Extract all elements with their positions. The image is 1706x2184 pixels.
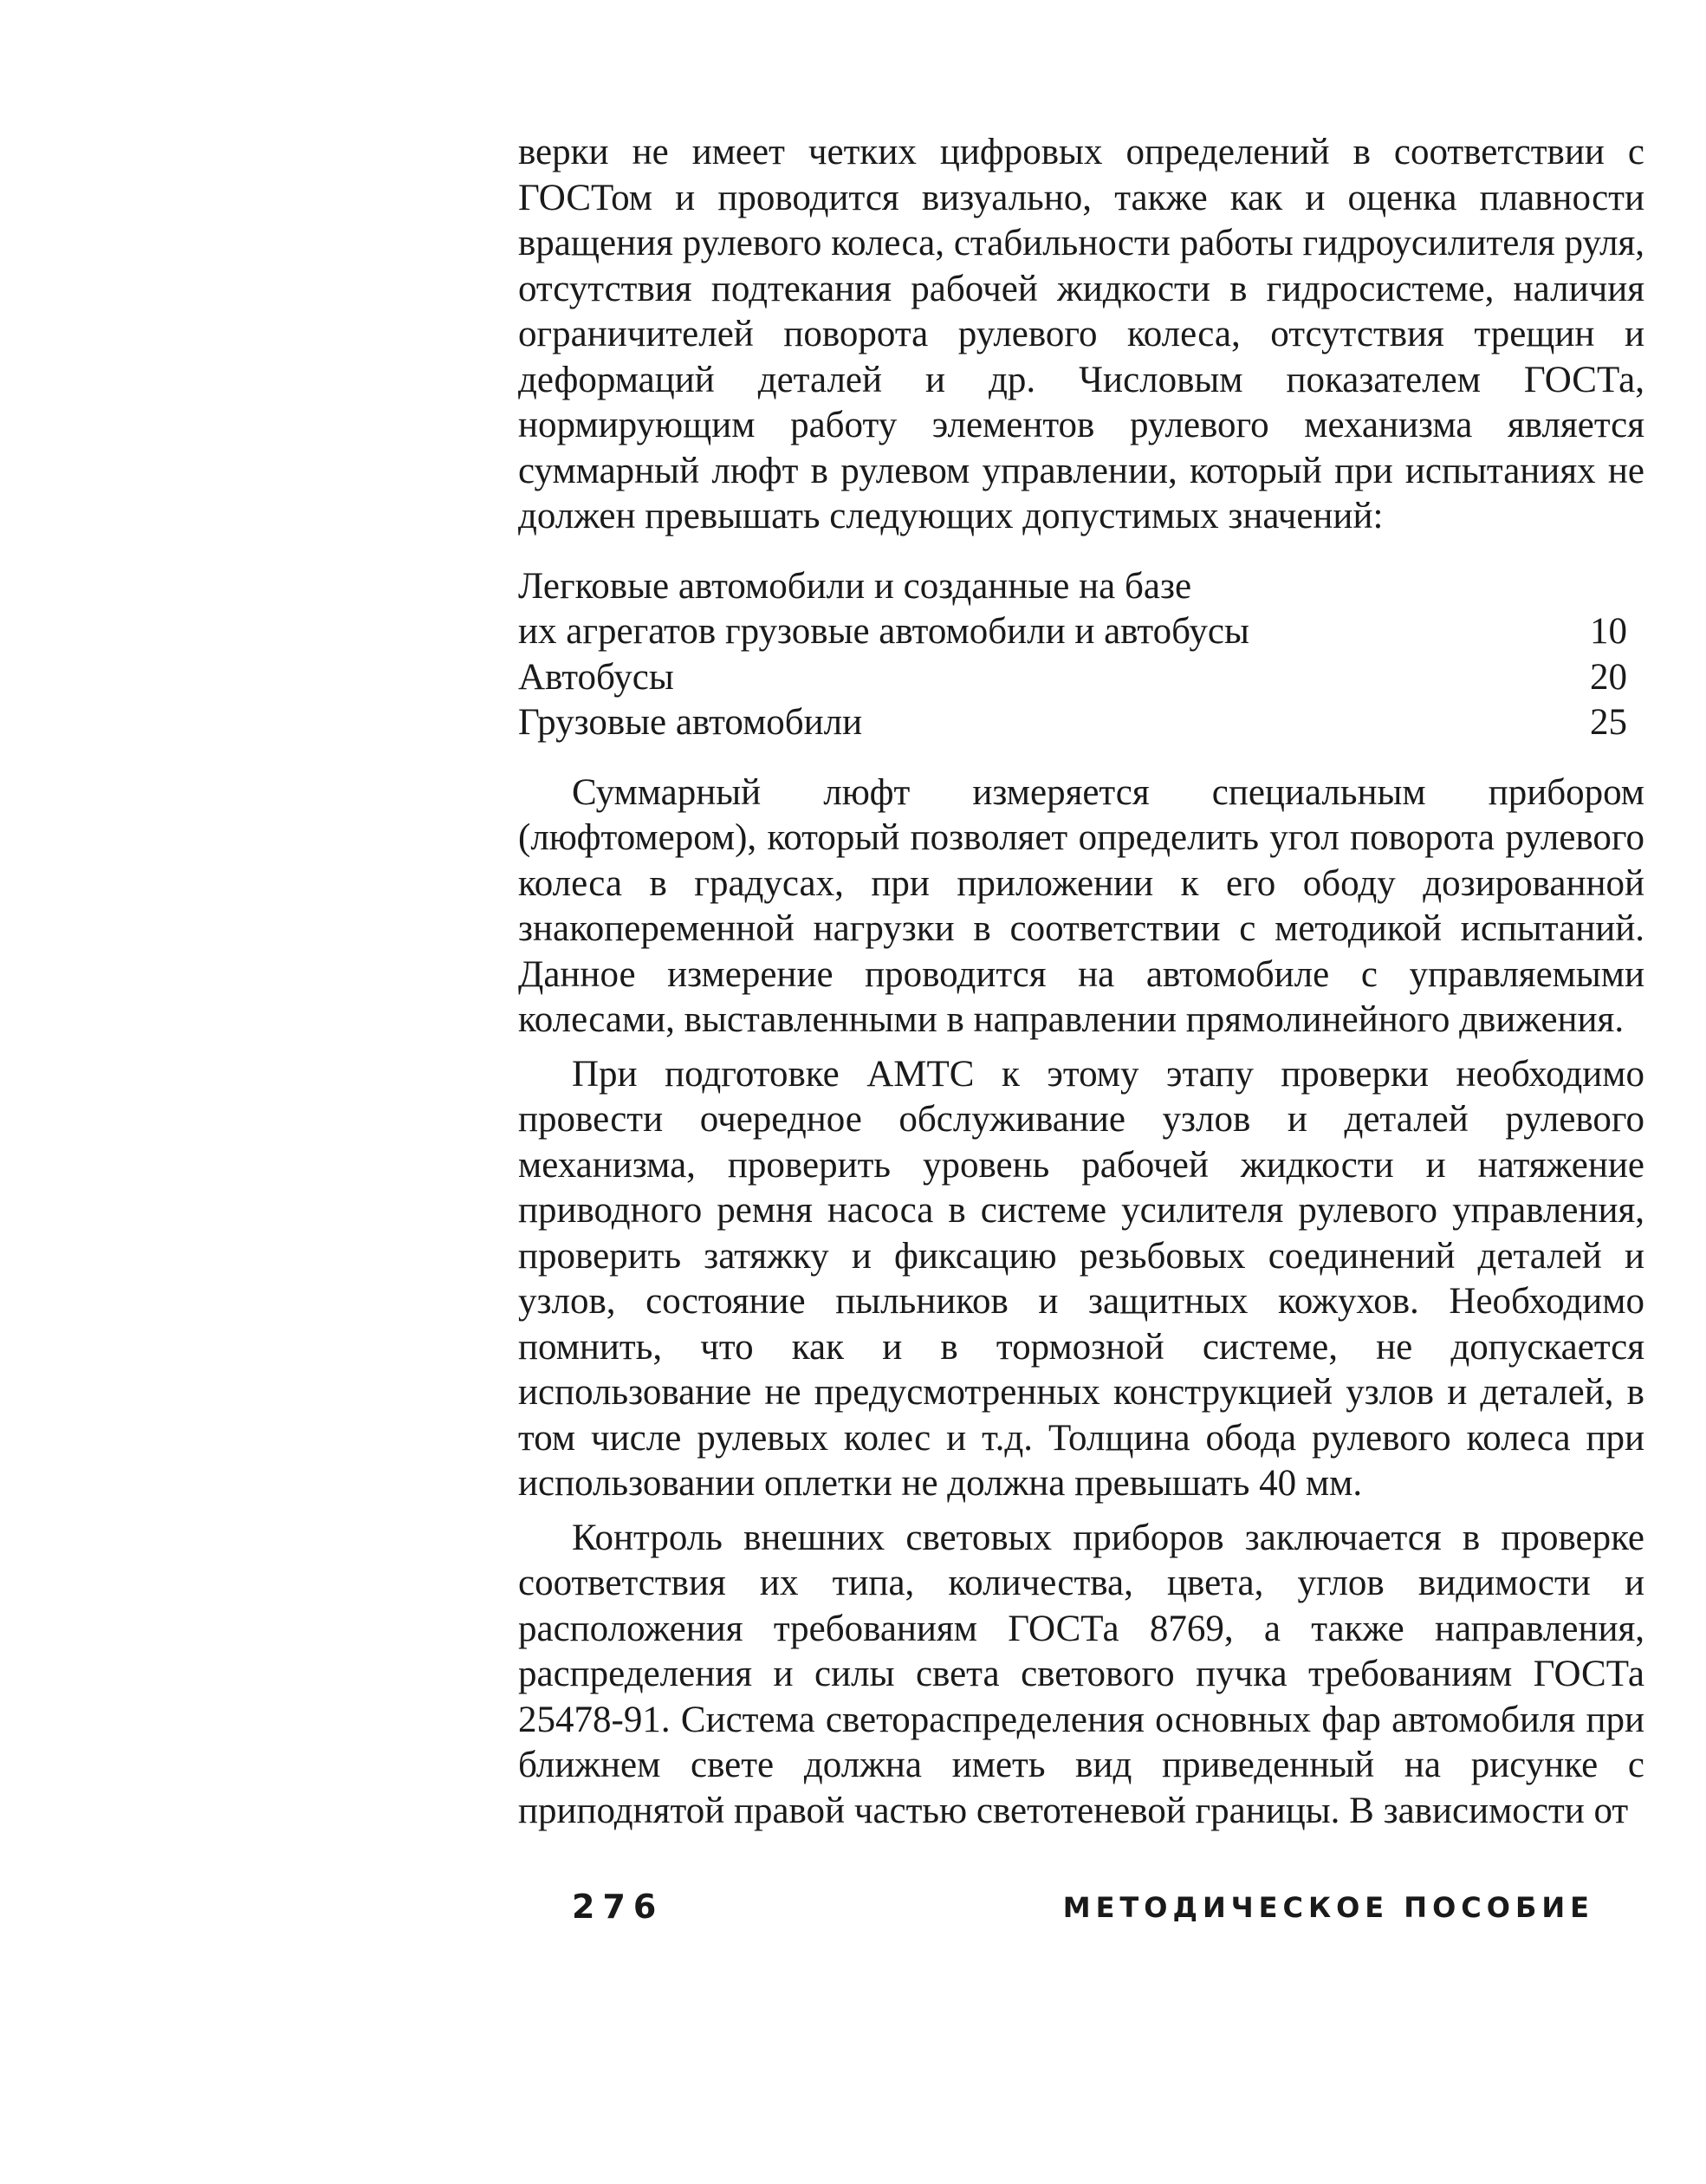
paragraph-2: Суммарный люфт измеряется специальным прибором (люфтомером), который позволяет определить угол поворота рулевого колеса в градусах, при приложении к его ободу дозированной знакопеременной нагрузки в соответствии с методикой испытаний. Данное измерение проводится на автомобиле с управляемыми колесами, выставленными в направлении прямолинейного движения. (518, 771, 1644, 1040)
page-number: 276 (572, 1888, 665, 1926)
steering-play-table (518, 564, 1644, 746)
table-row-value: 25 (1590, 702, 1627, 743)
table-row (518, 564, 1644, 610)
table-row-label: Легковые автомобили и созданные на базе (518, 565, 1192, 607)
table-row (518, 655, 1644, 701)
page-footer (572, 1888, 1594, 1931)
running-title: МЕТОДИЧЕСКОЕ ПОСОБИЕ (1062, 1891, 1594, 1924)
main-text (518, 130, 1644, 1834)
paragraph-3: При подготовке АМТС к этому этапу проверки необходимо провести очередное обслуживание узлов и деталей рулевого механизма, проверить уровень рабочей жидкости и натяжение приводного ремня насоса в системе усилителя рулевого управления, проверить затяжку и фиксацию резьбовых соединений деталей и узлов, состояние пыльников и защитных кожухов. Необходимо помнить, что как и в тормозной системе, не допускается использование не предусмотренных конструкцией узлов и деталей, в том числе рулевых колес и т.д. Толщина обода рулевого колеса при использовании оплетки не должна превышать 40 мм. (518, 1053, 1644, 1504)
table-row-value: 10 (1590, 611, 1627, 652)
paragraph-1: верки не имеет четких цифровых определений в соответствии с ГОСТом и проводится визуально, также как и оценка плавности вращения рулевого колеса, стабильности работы гидроусилителя руля, отсутствия подтекания рабочей жидкости в гидросистеме, наличия ограничителей поворота рулевого колеса, отсутствия трещин и деформаций деталей и др. Числовым показателем ГОСТа, нормирующим работу элементов рулевого механизма является суммарный люфт в рулевом управлении, который при испытаниях не должен превышать следующих допустимых значений: (518, 132, 1644, 536)
table-row (518, 700, 1644, 746)
table-row (518, 609, 1644, 655)
paragraph-4: Контроль внешних световых приборов заключается в проверке соответствия их типа, количества, цвета, углов видимости и расположения требованиям ГОСТа 8769, а также направления, распределения и силы света светового пучка требованиям ГОСТа 25478-91. Система светораспределения основных фар автомобиля при ближнем свете должна иметь вид приведенный на рисунке с приподнятой правой частью светотеневой границы. В зависимости от (518, 1517, 1644, 1831)
table-row-label: Автобусы (518, 656, 674, 698)
table-row-value: 20 (1590, 656, 1627, 698)
table-row-value (1497, 564, 1644, 610)
table-row-label: Грузовые автомобили (518, 702, 863, 743)
table-row-label: их агрегатов грузовые автомобили и автобусы (518, 611, 1249, 652)
